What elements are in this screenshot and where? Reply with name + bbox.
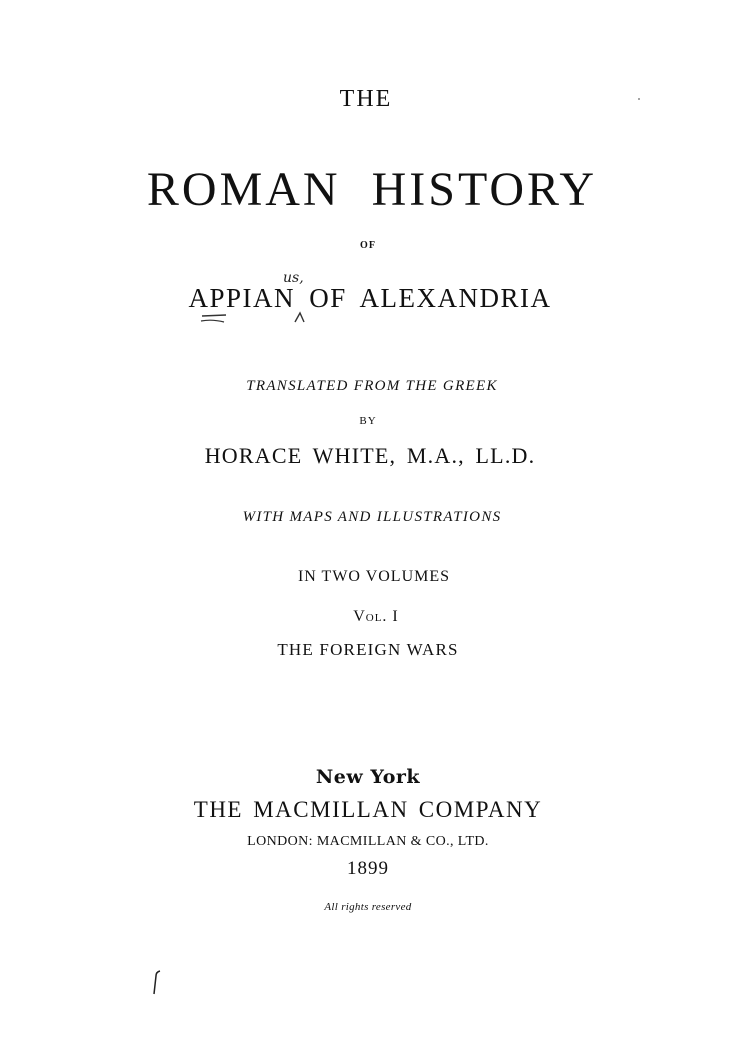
main-title: ROMAN HISTORY bbox=[146, 163, 598, 216]
author-line: APPIAN OF ALEXANDRIA bbox=[188, 283, 552, 313]
volume-number: Vol. I bbox=[353, 608, 399, 625]
publisher-name: THE MACMILLAN COMPANY bbox=[193, 797, 543, 822]
by-line: BY bbox=[359, 415, 377, 427]
handwritten-insert: us, bbox=[283, 270, 304, 286]
volumes-line: IN TWO VOLUMES bbox=[297, 568, 451, 585]
speck-mark-icon bbox=[636, 96, 642, 102]
london-publisher: LONDON: MACMILLAN & CO., LTD. bbox=[247, 834, 489, 849]
title-article: THE bbox=[339, 86, 393, 112]
publication-place: New York bbox=[315, 766, 421, 788]
publication-year: 1899 bbox=[347, 858, 389, 879]
pencil-mark-icon bbox=[148, 968, 168, 998]
volume-part: THE FOREIGN WARS bbox=[277, 640, 459, 659]
underline-mark-icon bbox=[198, 310, 238, 330]
translator-name: HORACE WHITE, M.A., LL.D. bbox=[204, 443, 536, 468]
title-of: OF bbox=[360, 240, 376, 251]
caret-mark-icon bbox=[292, 310, 308, 324]
translated-from-line: TRANSLATED FROM THE GREEK bbox=[246, 378, 498, 394]
rights-notice: All rights reserved bbox=[324, 901, 412, 913]
illustrations-line: WITH MAPS AND ILLUSTRATIONS bbox=[242, 509, 502, 525]
